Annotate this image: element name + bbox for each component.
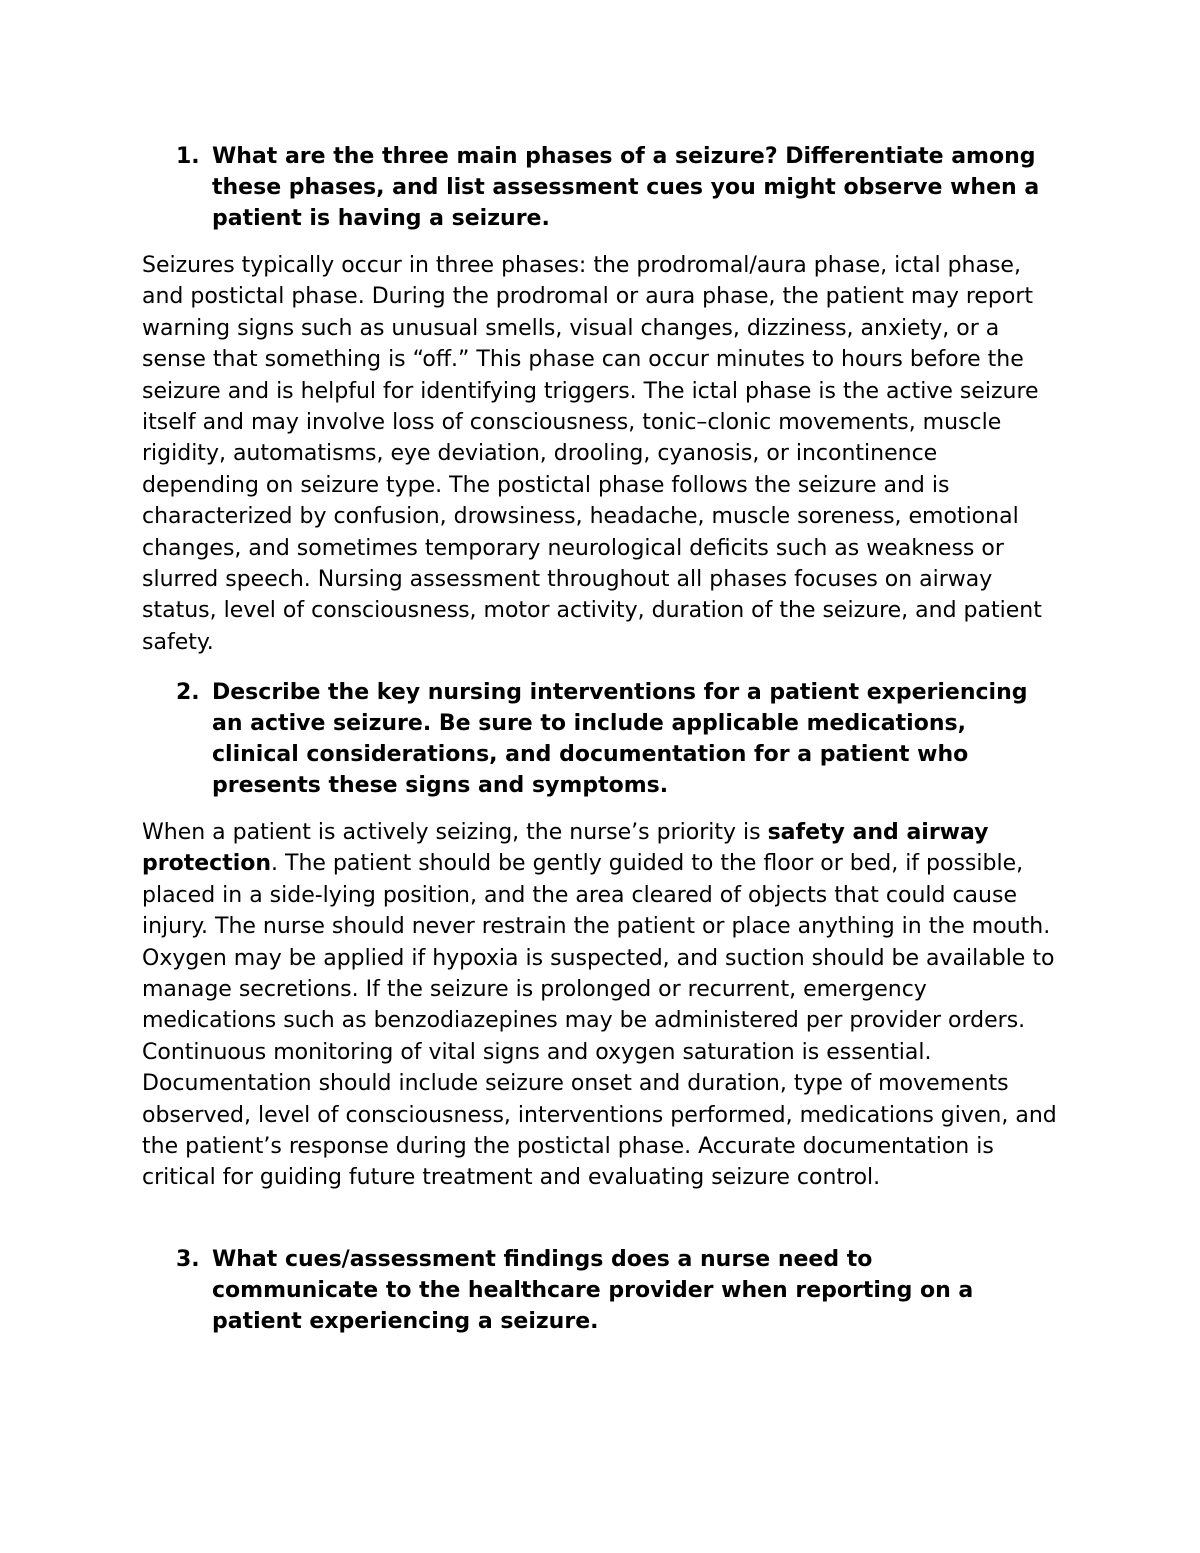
question-2 — [176, 677, 1046, 801]
answer-2-intro: When a patient is actively seizing, the nurse’s priority is — [142, 820, 768, 845]
question-3 — [176, 1244, 1046, 1337]
question-text: What cues/assessment findings does a nurse need to communicate to the healthcare provider when reporting on a patient experiencing a seizure. — [212, 1247, 974, 1334]
question-text: Describe the key nursing interventions for a patient experiencing an active seizure. Be sure to include applicable medications, clinical considerations, and documentation for a patient who presents these signs and symptoms. — [212, 680, 1028, 798]
question-number: 3. — [176, 1247, 200, 1272]
answer-2 — [142, 817, 1060, 1194]
question-number: 1. — [176, 144, 200, 169]
answer-1: Seizures typically occur in three phases: the prodromal/aura phase, ictal phase, and postictal phase. During the prodromal or aura phase, the patient may report warning signs such as unusual smells, visual changes, dizziness, anxiety, or a sense that something is “off.” This phase can occur minutes to hours before the seizure and is helpful for identifying triggers. The ictal phase is the active seizure itself and may involve loss of consciousness, tonic–clonic movements, muscle rigidity, automatisms, eye deviation, drooling, cyanosis, or incontinence depending on seizure type. The postictal phase follows the seizure and is characterized by confusion, drowsiness, headache, muscle soreness, emotional changes, and sometimes temporary neurological deficits such as weakness or slurred speech. Nursing assessment throughout all phases focuses on airway status, level of consciousness, motor activity, duration of the seizure, and patient safety. — [142, 253, 1042, 655]
question-number: 2. — [176, 680, 200, 705]
question-text: What are the three main phases of a seizure? Differentiate among these phases, and list assessment cues you might observe when a patient is having a seizure. — [212, 144, 1040, 231]
answer-2-rest: . The patient should be gently guided to the floor or bed, if possible, placed in a side-lying position, and the area cleared of objects that could cause injury. The nurse should never restrain the patient or place anything in the mouth. Oxygen may be applied if hypoxia is suspected, and suction should be available to manage secretions. If the seizure is prolonged or recurrent, emergency medications such as benzodiazepines may be administered per provider orders. Continuous monitoring of vital signs and oxygen saturation is essential. Documentation should include seizure onset and duration, type of movements observed, level of consciousness, interventions performed, medications given, and the patient’s response during the postictal phase. Accurate documentation is critical for guiding future treatment and evaluating seizure control. — [142, 851, 1057, 1191]
answer-2-emphasis: safety and airway protection — [142, 820, 989, 877]
question-1 — [176, 141, 1046, 234]
